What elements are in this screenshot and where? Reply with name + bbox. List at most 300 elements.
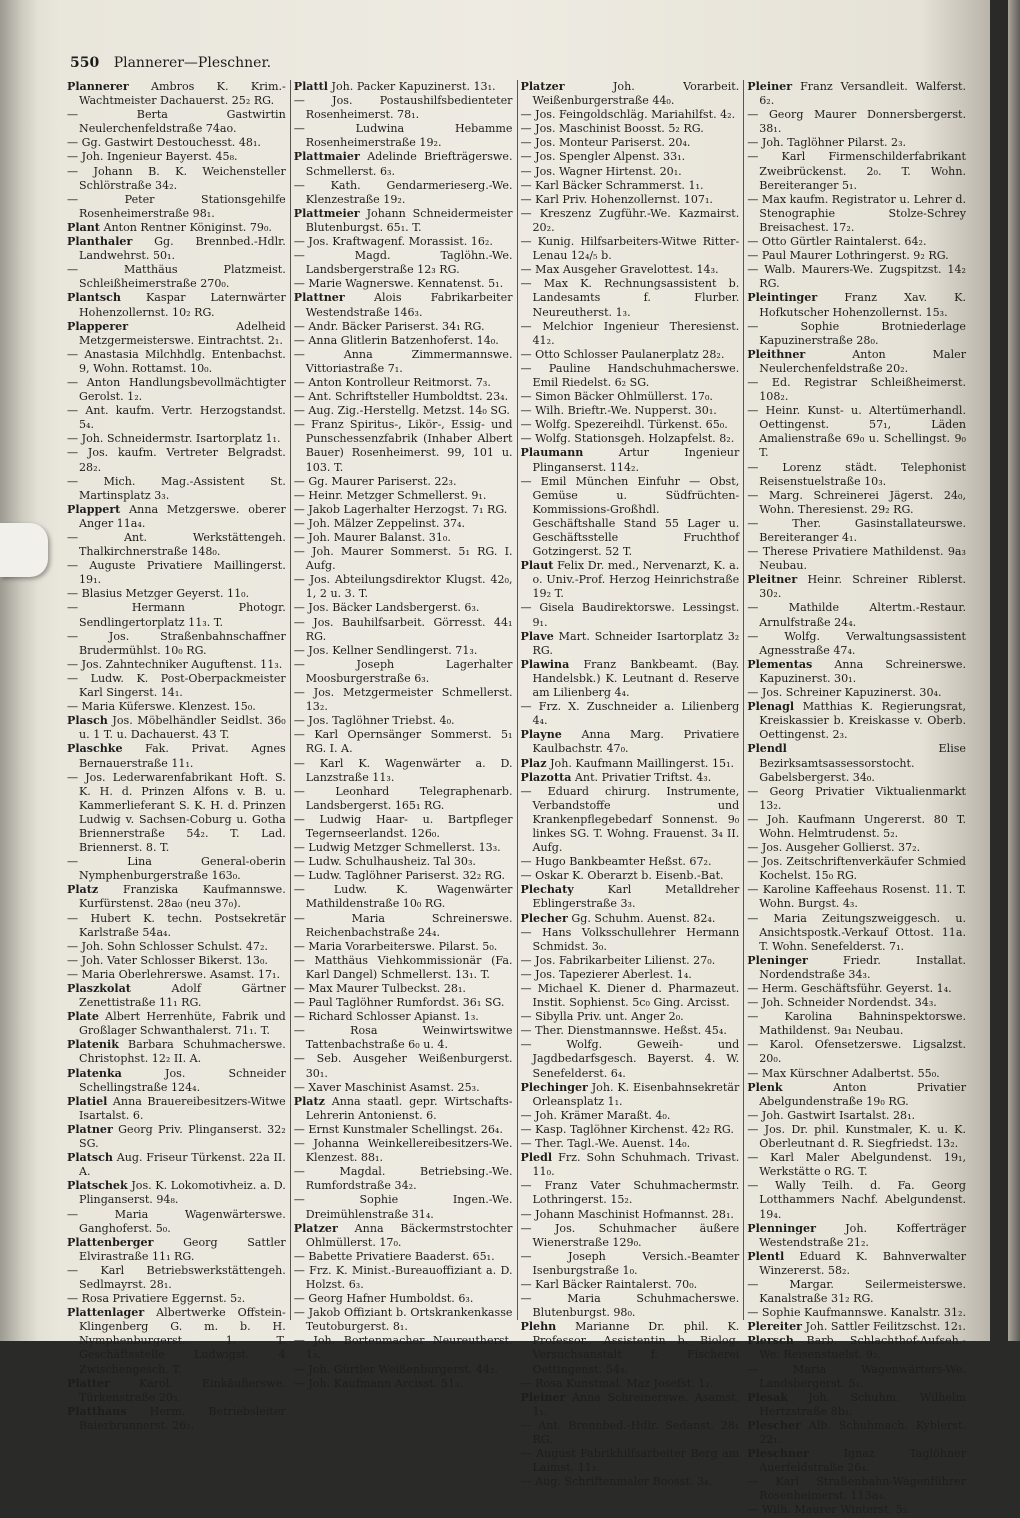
entry-text: — Johann Maschinist Hofmannst. 28₁. <box>520 1207 734 1221</box>
directory-entry <box>521 926 740 954</box>
directory-entry <box>67 601 286 629</box>
entry-text: — Jos. Dr. phil. Kunstmaler, K. u. K. Oberleutnant d. R. Siegfriedst. 13₂. <box>747 1122 966 1151</box>
directory-entry <box>747 742 966 784</box>
directory-entry <box>294 503 513 517</box>
entry-text: — Ther. Gasinstallateurswe. Bereiteranger 4₁. <box>747 516 966 544</box>
surname: Planthaler <box>67 235 133 249</box>
entry-text: — Anna Zimmermannswe. Vittoriastraße 7₁. <box>293 347 513 375</box>
directory-entry <box>747 235 966 249</box>
directory-entry <box>67 672 286 700</box>
entry-text: Gg. Brennbed.-Hdlr. Landwehrst. 50₁. <box>79 235 286 263</box>
directory-entry <box>294 390 513 404</box>
entry-text: — Kreszenz Zugführ.-We. Kazmairst. 20₂. <box>520 206 740 234</box>
entry-text: — Ludw. Schulhausheiz. Tal 30₃. <box>293 855 476 869</box>
entry-text: — Karl Straßenbahn-Wagenführer Rosenheimerst. 113a₄. <box>747 1475 966 1503</box>
directory-entry <box>67 291 286 319</box>
directory-entry <box>294 658 513 686</box>
entry-text: — Karl Opernsänger Sommerst. 5₁ RG. I. A. <box>293 728 513 756</box>
entry-text: — Joh. Vater Schlosser Bikerst. 13₀. <box>67 953 268 967</box>
directory-entry <box>747 841 966 855</box>
entry-text: — Michael K. Diener d. Pharmazeut. Instit. Sophienst. 5c₀ Ging. Arcisst. <box>520 982 740 1010</box>
directory-entry <box>521 1109 740 1123</box>
surname: Plaschke <box>67 742 123 756</box>
entry-text: — Karoline Kaffeehaus Rosenst. 11. T. Wohn. Burgst. 4₃. <box>747 883 966 911</box>
entry-text: — Sophie Kaufmannswe. Kanalstr. 31₂. <box>747 1306 967 1320</box>
entry-text: — Ludwig Haar- u. Bartpfleger Tegernseerlandst. 126₀. <box>293 812 513 840</box>
entry-text: — Max kaufm. Registrator u. Lehrer d. Stenographie Stolze-Schrey Breisachest. 17₂. <box>747 192 966 234</box>
entry-text: Jos. Möbelhändler Seidlst. 36₀ u. 1 T. u. Dachauerst. 43 T. <box>79 714 286 742</box>
directory-entry <box>521 883 740 911</box>
entry-text: — Heinr. Metzger Schmellerst. 9₁. <box>293 488 487 502</box>
directory-entry <box>294 150 513 178</box>
entry-text: — Joh. Ingenieur Bayerst. 45₈. <box>67 150 238 164</box>
directory-entry <box>67 165 286 193</box>
surname: Platenik <box>67 1038 119 1052</box>
page-edge-shadow <box>1008 0 1020 1341</box>
directory-entry <box>747 108 966 136</box>
directory-entry <box>67 714 286 742</box>
entry-text: — Anton Handlungsbevollmächtigter Gerolst. 1₂. <box>67 375 286 404</box>
surname: Platsch <box>67 1151 113 1165</box>
directory-entry <box>521 728 740 756</box>
page-index-tab <box>0 523 48 577</box>
entry-text: Anna Brauereibesitzers-Witwe Isartalst. 6. <box>79 1094 286 1122</box>
entry-text: — Lina General-oberin Nymphenburgerstraße 163₀. <box>67 855 286 883</box>
entry-text: — August Fabrikhilfsarbeiter Berg am Laimst. 11₂. <box>520 1447 740 1475</box>
directory-entry <box>521 912 740 926</box>
surname: Plant <box>67 220 100 234</box>
directory-entry <box>747 813 966 841</box>
entry-text: — Anton Kontrolleur Reitmorst. 7₃. <box>293 375 491 389</box>
entry-text: — Joh. Gürtler Weißenburgerst. 44₂. <box>293 1362 498 1376</box>
directory-entry <box>294 757 513 785</box>
directory-entry <box>294 1292 513 1306</box>
directory-entry <box>747 489 966 517</box>
entry-text: — Jos. Ausgeher Gollierst. 37₂. <box>747 841 921 855</box>
directory-entry <box>67 587 286 601</box>
entry-text: Anton Maler Neulerchenfeldstraße 20₂. <box>759 347 967 375</box>
surname: Plaszkolat <box>67 982 131 995</box>
directory-entry <box>67 630 286 658</box>
directory-entry <box>521 700 740 728</box>
entry-text: Adolf Gärtner Zenettistraße 11₁ RG. <box>79 982 286 1010</box>
entry-text: — Marie Wagnerswe. Kennatenst. 5₁. <box>293 277 504 291</box>
directory-entry <box>521 136 740 150</box>
directory-entry <box>521 418 740 432</box>
entry-text: — Joh. Krämer Maraßt. 4₀. <box>520 1108 671 1122</box>
directory-entry <box>521 1377 740 1391</box>
directory-entry <box>747 249 966 263</box>
entry-text: Johann Schneidermeister Blutenburgst. 65₁. T. <box>305 206 513 234</box>
directory-entry <box>521 1010 740 1024</box>
directory-entry <box>294 954 513 982</box>
entry-text: — Hubert K. techn. Postsekretär Karlstraße 54a₄. <box>67 911 286 939</box>
entry-text: — Hermann Photogr. Sendlingertorplatz 11₃. T. <box>67 601 286 629</box>
entry-text: — Seb. Ausgeher Weißenburgerst. 30₁. <box>293 1052 513 1080</box>
directory-entry <box>521 559 740 601</box>
directory-entry <box>747 1419 966 1447</box>
directory-entry <box>747 1320 966 1334</box>
surname: Platz <box>293 1094 325 1108</box>
surname: Plenk <box>747 1080 783 1094</box>
entry-text: — Jos. Zeitschriftenverkäufer Schmied Kochelst. 15₀ RG. <box>747 855 966 883</box>
entry-text: — Joh. Schneider Nordendst. 34₃. <box>747 996 937 1010</box>
entry-text: Anna Metzgerswe. oberer Anger 11a₄. <box>79 502 286 530</box>
directory-entry <box>67 700 286 714</box>
directory-entry <box>521 404 740 418</box>
directory-entry <box>294 94 513 122</box>
entry-text: — Ludwig Metzger Schmellerst. 13₃. <box>293 841 501 855</box>
entry-text: — Wolfg. Geweih- und Jagdbedarfsgesch. Bayerst. 4. W. Senefelderst. 6₄. <box>520 1038 740 1080</box>
surname: Plementas <box>747 657 813 671</box>
entry-text: Fak. Privat. Agnes Bernauerstraße 11₁. <box>79 742 286 770</box>
surname: Plaumann <box>520 446 584 460</box>
entry-text: — Jos. Kellner Sendlingerst. 71₃. <box>293 643 478 657</box>
entry-text: — Karl K. Wagenwärter a. D. Lanzstraße 11₃. <box>293 756 513 784</box>
entry-text: — Jos. Monteur Pariserst. 20₄. <box>520 136 691 150</box>
entry-text: Albertwerke Offstein-Klingenberg G. m. b. H. Nymphenburgerst. 1. T. Geschäftsstelle Ludwigst. 4 Zwischengesch. T. <box>79 1306 286 1376</box>
entry-text: Ambros K. Krim.-Wachtmeister Dachauerst. 25₂ RG. <box>79 80 286 108</box>
entry-text: — Wolfg. Verwaltungsassistent Agnesstraße 47₄. <box>747 629 966 657</box>
directory-entry <box>294 869 513 883</box>
directory-entry <box>294 1024 513 1052</box>
entry-text: Georg Sattler Elvirastraße 11₁ RG. <box>79 1235 286 1263</box>
surname: Plattmeier <box>293 206 360 220</box>
surname: Pleiner <box>747 80 793 93</box>
directory-entry <box>294 841 513 855</box>
entry-text: — Maria Wagenwärters-We. Landsbergerst. 5₃. <box>747 1362 966 1390</box>
surname: Plesak <box>747 1390 788 1404</box>
directory-entry <box>747 80 966 108</box>
entry-text: — Ed. Registrar Schleißheimerst. 108₂. <box>747 375 966 404</box>
directory-entry <box>294 122 513 150</box>
directory-entry <box>67 475 286 503</box>
directory-entry <box>67 376 286 404</box>
entry-text: Barbara Schuhmacherswe. Christophst. 12₂ II. A. <box>79 1038 286 1066</box>
entry-text: — Karl Bäcker Raintalerst. 70₀. <box>520 1277 698 1291</box>
entry-text: — Ant. Werkstättengeh. Thalkirchnerstraße 148₀. <box>67 531 286 559</box>
directory-entry <box>747 1447 966 1475</box>
column-1 <box>64 80 286 1432</box>
entry-text: — Jos. Straßenbahnschaffner Brudermühlst. 10₀ RG. <box>67 629 286 657</box>
entry-text: — Blasius Metzger Geyerst. 11₀. <box>67 587 250 601</box>
directory-entry <box>294 320 513 334</box>
entry-text: — Joseph Versich.-Beamter Isenburgstraße 1₀. <box>520 1249 740 1277</box>
entry-text: — Georg Maurer Donnersbergerst. 38₁. <box>747 108 966 136</box>
entry-text: — Joh. Taglöhner Pilarst. 2₃. <box>747 136 907 150</box>
entry-text: Felix Dr. med., Nervenarzt, K. a. o. Univ.-Prof. Herzog Heinrichstraße 19₂ T. <box>532 559 740 601</box>
surname: Plazotta <box>520 770 572 784</box>
directory-entry <box>294 1010 513 1024</box>
directory-entry <box>294 1250 513 1264</box>
directory-entry <box>747 461 966 489</box>
entry-text: — Aug. Zig.-Herstellg. Metzst. 14₀ SG. <box>293 404 510 418</box>
directory-entry <box>294 728 513 756</box>
entry-text: — Richard Schlosser Apianst. 1₃. <box>293 1010 479 1024</box>
entry-text: — Maria Schuhmacherswe. Blutenburgst. 98₀. <box>520 1292 740 1320</box>
entry-text: — Jos. Zahntechniker Auguftenst. 11₃. <box>67 657 283 671</box>
directory-entry <box>521 1024 740 1038</box>
directory-entry <box>521 320 740 348</box>
entry-text: — Maria Vorarbeiterswe. Pilarst. 5₀. <box>293 939 498 953</box>
directory-entry <box>294 291 513 319</box>
surname: Plantsch <box>67 291 122 305</box>
directory-entry <box>294 855 513 869</box>
entry-text: Alb. Schuhmach. Kyblerst. 22₁. <box>759 1418 966 1446</box>
directory-entry <box>521 1081 740 1109</box>
entry-text: Karl Metalldreher Eblingerstraße 3₃. <box>532 883 740 911</box>
directory-entry <box>294 80 513 94</box>
entry-text: — Karolina Bahninspektorswe. Mathildenst. 9a₁ Neubau. <box>747 1010 966 1038</box>
directory-entry <box>747 136 966 150</box>
directory-entry <box>67 912 286 940</box>
entry-text: — Max Kürschner Adalbertst. 55₀. <box>747 1066 940 1080</box>
directory-entry <box>294 644 513 658</box>
entry-text: — Maria Oberlehrerswe. Asamst. 17₁. <box>67 967 281 981</box>
entry-text: — Wilh. Brieftr.-We. Nupperst. 30₁. <box>520 404 717 418</box>
directory-entry <box>67 404 286 432</box>
directory-entry <box>521 1447 740 1475</box>
entry-text: — Sibylla Priv. unt. Anger 2₀. <box>520 1010 684 1024</box>
entry-text: — Franz Vater Schuhmachermstr. Lothringerst. 15₂. <box>520 1179 740 1207</box>
page-number: 550 <box>70 55 100 71</box>
surname: Pledl <box>520 1151 553 1165</box>
entry-text: — Jos. Bäcker Landsbergerst. 6₃. <box>293 601 480 615</box>
directory-entry <box>521 263 740 277</box>
directory-entry <box>67 193 286 221</box>
surname: Platenka <box>67 1066 122 1080</box>
directory-entry <box>67 150 286 164</box>
surname: Plattenberger <box>67 1235 154 1249</box>
entry-text: Georg Priv. Plinganserst. 32₂ SG. <box>79 1122 286 1151</box>
column-3 <box>517 80 740 1489</box>
entry-text: — Karl Betriebswerkstättengeh. Sedlmayrst. 28₁. <box>67 1263 286 1291</box>
directory-entry <box>521 630 740 658</box>
entry-text: — Otto Gürtler Raintalerst. 64₂. <box>747 235 927 249</box>
directory-entry <box>521 785 740 855</box>
directory-entry <box>521 1151 740 1179</box>
entry-text: Joh. Kaufmann Maillingerst. 15₁. <box>550 756 735 770</box>
directory-entry <box>294 1137 513 1165</box>
entry-text: Albert Herrenhüte, Fabrik und Großlager Schwanthalerst. 71₁. T. <box>79 1010 286 1038</box>
entry-text: — Anna Glitlerin Batzenhoferst. 14₀. <box>293 333 499 347</box>
directory-entry <box>67 136 286 150</box>
directory-entry <box>521 235 740 263</box>
directory-entry <box>747 291 966 319</box>
entry-text: Anna Marg. Privatiere Kaulbachstr. 47₀. <box>532 728 740 756</box>
surname: Plattenlager <box>67 1306 145 1320</box>
entry-text: — Jos. Schuhmacher äußere Wienerstraße 129₀. <box>520 1221 740 1249</box>
directory-entry <box>67 1208 286 1236</box>
directory-entry <box>521 1320 740 1376</box>
surname: Plenagl <box>747 700 795 714</box>
entry-text: Franz Versandleit. Walferst. 6₂. <box>759 80 966 108</box>
directory-entry <box>294 207 513 235</box>
entry-text: — Kasp. Taglöhner Kirchenst. 42₂ RG. <box>520 1122 734 1136</box>
directory-entry <box>294 813 513 841</box>
directory-entry <box>294 982 513 996</box>
directory-entry <box>294 1052 513 1080</box>
directory-entry <box>67 742 286 770</box>
entry-text: — Herm. Geschäftsführ. Geyerst. 1₄. <box>747 982 952 995</box>
entry-text: Frz. Sohn Schuhmach. Trivast. 11₀. <box>532 1151 740 1179</box>
entry-text: Joh. Packer Kapuzinerst. 13₁. <box>331 80 496 93</box>
directory-entry <box>521 277 740 319</box>
entry-text: — Lorenz städt. Telephonist Reisenstuelstraße 10₃. <box>747 460 966 488</box>
entry-text: — Ludw. Taglöhner Pariserst. 32₂ RG. <box>293 869 506 883</box>
entry-text: — Jos. Schreiner Kapuzinerst. 30₄. <box>747 686 942 700</box>
directory-entry <box>67 446 286 474</box>
directory-entry <box>747 1250 966 1278</box>
directory-entry <box>294 489 513 503</box>
directory-entry <box>294 545 513 573</box>
directory-entry <box>294 1165 513 1193</box>
entry-text: — Frz. K. Minist.-Bureauoffiziant a. D. Holzst. 6₃. <box>293 1263 513 1291</box>
directory-entry <box>67 221 286 235</box>
surname: Plescher <box>747 1418 801 1432</box>
entry-text: — Xaver Maschinist Asamst. 25₃. <box>293 1080 480 1094</box>
directory-entry <box>521 1123 740 1137</box>
surname: Plaz <box>520 756 547 770</box>
entry-text: — Max Ausgeher Gravelottest. 14₃. <box>520 263 719 277</box>
directory-entry <box>67 108 286 136</box>
entry-text: — Joh. Kaufmann Ungererst. 80 T. Wohn. Helmtrudenst. 5₂. <box>747 812 966 840</box>
entry-text: — Johann B. K. Weichensteller Schlörstraße 34₂. <box>67 164 286 192</box>
entry-text: — Jos. Abteilungsdirektor Klugst. 42₀, 1, 2 u. 3. T. <box>293 573 513 601</box>
entry-text: — Jos. Wagner Hirtenst. 20₁. <box>520 164 682 178</box>
directory-entry <box>67 348 286 376</box>
entry-text: — Karol. Ofensetzerswe. Ligsalzst. 20₀. <box>747 1038 966 1066</box>
directory-entry <box>747 883 966 911</box>
directory-entry <box>294 883 513 911</box>
entry-text: Alois Fabrikarbeiter Westendstraße 146₃. <box>305 291 513 319</box>
entry-text: Joh. Kofferträger Westendstraße 21₂. <box>759 1221 966 1249</box>
binding-gutter-shadow <box>0 0 38 1341</box>
directory-entry <box>747 982 966 996</box>
running-title: Plannerer—Pleschner. <box>113 55 272 71</box>
entry-text: — Gisela Baudirektorswe. Lessingst. 9₁. <box>520 601 740 629</box>
surname: Pleninger <box>747 953 808 967</box>
directory-entry <box>67 968 286 982</box>
surname: Pleintinger <box>747 291 818 305</box>
directory-entry <box>747 658 966 686</box>
surname: Plentl <box>747 1249 785 1263</box>
entry-text: — Maria Küferswe. Klenzest. 15₀. <box>67 700 256 714</box>
entry-text: — Hugo Bankbeamter Heßst. 67₂. <box>520 855 712 869</box>
directory-entry <box>747 630 966 658</box>
entry-text: Friedr. Installat. Nordendstraße 34₃. <box>759 953 966 981</box>
directory-entry <box>747 1151 966 1179</box>
directory-entry <box>521 982 740 1010</box>
directory-entry <box>67 1264 286 1292</box>
entry-text: Joh. K. Eisenbahnsekretär Orleansplatz 1₁. <box>532 1080 740 1108</box>
directory-entry <box>67 982 286 1010</box>
directory-entry <box>294 404 513 418</box>
directory-entry <box>747 545 966 573</box>
surname: Platner <box>67 1122 113 1136</box>
entry-text: — Ther. Dienstmannswe. Heßst. 45₄. <box>520 1024 727 1038</box>
entry-text: — Sophie Ingen.-We. Dreimühlenstraße 31₄. <box>293 1193 513 1221</box>
directory-entry <box>294 1081 513 1095</box>
directory-entry <box>67 1236 286 1264</box>
directory-entry <box>294 1123 513 1137</box>
entry-text: Matthias K. Regierungsrat, Kreiskassier b. Kreiskasse v. Oberb. Oettingenst. 2₃. <box>759 700 966 742</box>
entry-text: Marianne Dr. phil. K. Professor., Assistentin b. Biolog. Versuchsanstalt f. Fischerei Oettingenst. 54₃. <box>532 1320 740 1376</box>
directory-entry <box>67 1123 286 1151</box>
entry-text: — Oskar K. Oberarzt b. Eisenb.-Bat. <box>520 869 724 883</box>
directory-entry <box>67 954 286 968</box>
directory-entry <box>294 376 513 390</box>
directory-entry <box>521 1292 740 1320</box>
directory-entry <box>67 1377 286 1405</box>
directory-entry <box>294 785 513 813</box>
directory-entry <box>67 432 286 446</box>
entry-text: — Joh. Kaufmann Arcisst. 51₃. <box>293 1376 463 1390</box>
entry-text: — Wolfg. Stationsgeh. Holzapfelst. 8₂. <box>520 432 735 446</box>
entry-text: — Wolfg. Spezereihdl. Türkenst. 65₀. <box>520 418 728 432</box>
entry-text: — Ant. Brennbed.-Hdlr. Sedanst. 28₁ RG. <box>520 1418 740 1446</box>
surname: Plersch <box>747 1334 794 1348</box>
directory-entry <box>747 150 966 192</box>
directory-entry <box>294 179 513 207</box>
entry-text: — Pauline Handschuhmacherswe. Emil Riedelst. 6₂ SG. <box>520 361 740 389</box>
directory-entry <box>294 573 513 601</box>
directory-entry <box>747 601 966 629</box>
surname: Platz <box>67 883 99 897</box>
directory-entry <box>747 376 966 404</box>
surname: Pleiner <box>520 1390 566 1404</box>
entry-text: — Matthäus Platzmeist. Schleißheimerstraße 270₀. <box>67 263 286 291</box>
directory-entry <box>294 348 513 376</box>
entry-text: Anton Rentner Königinst. 79₀. <box>103 220 272 234</box>
entry-text: — Magd. Taglöhn.-We. Landsbergerstraße 12₃ RG. <box>293 249 513 277</box>
directory-entry <box>747 1306 966 1320</box>
directory-entry <box>747 404 966 460</box>
directory-entry <box>747 573 966 601</box>
directory-entry <box>521 601 740 629</box>
directory-entry <box>67 263 286 291</box>
surname: Platiel <box>67 1094 108 1108</box>
directory-entry <box>521 1278 740 1292</box>
surname: Pleithner <box>747 347 806 361</box>
entry-text: Karol. Einkäufierswe. Türkenstraße 20₃. <box>79 1376 286 1404</box>
directory-entry <box>294 1264 513 1292</box>
entry-text: Franziska Kaufmannswe. Kurfürstenst. 28a₀ (neu 37₀). <box>79 883 286 911</box>
entry-text: — Max Maurer Tulbeckst. 28₁. <box>293 982 466 995</box>
entry-text: — Jos. Spengler Alpenst. 33₁. <box>520 150 686 164</box>
entry-text: — Kath. Gendarmerieserg.-We. Klenzestraße 19₂. <box>293 178 513 206</box>
entry-text: — Joh. Gastwirt Isartalst. 28₁. <box>747 1108 916 1122</box>
surname: Plattmaier <box>293 150 360 164</box>
entry-text: Adelinde Briefträgerswe. Schmellerst. 6₃. <box>305 150 513 178</box>
entry-text: — Georg Hafner Humboldst. 6₃. <box>293 1292 474 1306</box>
entry-text: — Johanna Weinkellereibesitzers-We. Klenzest. 88₁. <box>293 1137 513 1165</box>
entry-text: — Joh. Maurer Sommerst. 5₁ RG. I. Aufg. <box>293 545 513 573</box>
directory-entry <box>294 1222 513 1250</box>
directory-entry <box>521 1222 740 1250</box>
directory-entry <box>521 1250 740 1278</box>
surname: Plate <box>67 1010 99 1024</box>
entry-text: — Ernst Kunstmaler Schellingst. 26₄. <box>293 1122 503 1136</box>
directory-entry <box>747 263 966 291</box>
directory-entry <box>521 1419 740 1447</box>
surname: Pleitner <box>747 573 798 587</box>
entry-text: — Jos. Lederwarenfabrikant Hoft. S. K. H. d. Prinzen Alfons v. B. u. Kammerlieferant S. K. H. d. Prinzen Ludwig v. Sachsen-Coburg u. Gotha Briennerstraße 54₂. T. Lad. Briennerst. 8. T. <box>67 770 286 855</box>
directory-entry <box>294 616 513 644</box>
entry-text: — Eduard chirurg. Instrumente, Verbandstoffe und Krankenpflegebedarf Sonnenst. 9₀ linkes SG. T. Wohng. Frauenst. 3₄ II. Aufg. <box>520 784 740 855</box>
entry-text: — Emil München Einfuhr — Obst, Gemüse u. Südfrüchten-Kommissions-Großhdl. Geschäftshalle Stand 55 Lager u. Geschäftsstelle Fruchthof Gotzingerst. 52 T. <box>520 474 740 559</box>
directory-entry <box>521 869 740 883</box>
